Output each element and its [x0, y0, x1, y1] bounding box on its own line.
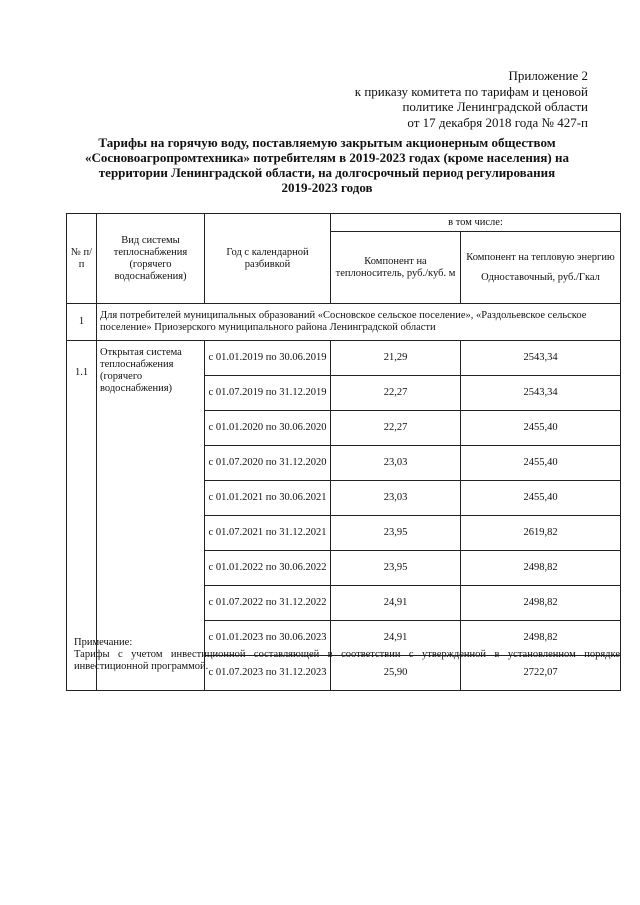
header-including: в том числе: [331, 214, 621, 232]
row-heat-carrier-value: 21,29 [331, 341, 461, 376]
header-component-heat-carrier: Компонент на теплоноситель, руб./куб. м [331, 232, 461, 304]
row-heat-carrier-value: 23,03 [331, 446, 461, 481]
header-comp2-line1: Компонент на тепловую энергию [466, 251, 615, 263]
appendix-date-line: от 17 декабря 2018 года № 427-п [407, 114, 588, 130]
row-heat-carrier-value: 22,27 [331, 376, 461, 411]
header-system: Вид системы теплоснабжения (горячего водоснабжения) [97, 214, 205, 304]
row-period: с 01.01.2022 по 30.06.2022 [205, 551, 331, 586]
header-num: № п/п [67, 214, 97, 304]
note-label: Примечание: [74, 637, 133, 648]
appendix-order-line: к приказу комитета по тарифам и ценовой [354, 83, 588, 99]
tariff-table [66, 213, 621, 691]
subgroup-number: 1.1 [67, 341, 97, 691]
title-line-4: 2019-2023 годов [281, 180, 373, 195]
row-heat-energy-value: 2455,40 [461, 411, 621, 446]
row-heat-carrier-value: 25,90 [331, 656, 461, 691]
row-period: с 01.07.2021 по 31.12.2021 [205, 516, 331, 551]
row-period: с 01.07.2020 по 31.12.2020 [205, 446, 331, 481]
title-line-1: Тарифы на горячую воду, поставляемую закрытым акционерным обществом [98, 135, 556, 150]
subgroup-system: Открытая система теплоснабжения (горячего водоснабжения) [97, 341, 205, 691]
row-heat-energy-value: 2543,34 [461, 341, 621, 376]
header-component-heat-energy [461, 232, 621, 304]
row-period: с 01.01.2021 по 30.06.2021 [205, 481, 331, 516]
appendix-committee-line: политике Ленинградской области [402, 99, 588, 114]
group-description: Для потребителей муниципальных образований «Сосновское сельское поселение», «Раздольевское сельское поселение» Приозерского муниципального района Ленинградской области [97, 304, 621, 341]
group-number: 1 [67, 304, 97, 341]
row-heat-energy-value: 2498,82 [461, 551, 621, 586]
row-heat-carrier-value: 23,95 [331, 551, 461, 586]
row-heat-energy-value: 2722,07 [461, 656, 621, 691]
row-heat-energy-value: 2543,34 [461, 376, 621, 411]
row-period: с 01.07.2023 по 31.12.2023 [205, 656, 331, 691]
row-period: с 01.01.2023 по 30.06.2023 [205, 621, 331, 656]
table-row [67, 341, 621, 376]
title-line-3: территории Ленинградской области, на долгосрочный период регулирования [98, 165, 556, 180]
row-period: с 01.01.2020 по 30.06.2020 [205, 411, 331, 446]
note-text: Тарифы с учетом инвестиционной составляющей в соответствии с утвержденной в установленном порядке инвестиционной программой. [74, 649, 620, 672]
row-period: с 01.01.2019 по 30.06.2019 [205, 341, 331, 376]
header-year: Год с календарной разбивкой [205, 214, 331, 304]
header-comp2-line2: Одноставочный, руб./Гкал [481, 271, 600, 283]
row-heat-carrier-value: 24,91 [331, 586, 461, 621]
title-line-2: «Сосновоагропромтехника» потребителям в 2019-2023 годах (кроме населения) на [85, 150, 569, 165]
row-period: с 01.07.2022 по 31.12.2022 [205, 586, 331, 621]
row-heat-carrier-value: 23,03 [331, 481, 461, 516]
appendix-header [355, 68, 588, 130]
row-heat-energy-value: 2498,82 [461, 586, 621, 621]
note-section [74, 637, 620, 673]
appendix-number: Приложение 2 [508, 68, 588, 83]
row-heat-energy-value: 2455,40 [461, 446, 621, 481]
row-heat-energy-value: 2619,82 [461, 516, 621, 551]
document-title [70, 135, 584, 195]
row-period: с 01.07.2019 по 31.12.2019 [205, 376, 331, 411]
row-heat-carrier-value: 24,91 [331, 621, 461, 656]
row-heat-energy-value: 2498,82 [461, 621, 621, 656]
row-heat-carrier-value: 22,27 [331, 411, 461, 446]
row-heat-carrier-value: 23,95 [331, 516, 461, 551]
row-heat-energy-value: 2455,40 [461, 481, 621, 516]
